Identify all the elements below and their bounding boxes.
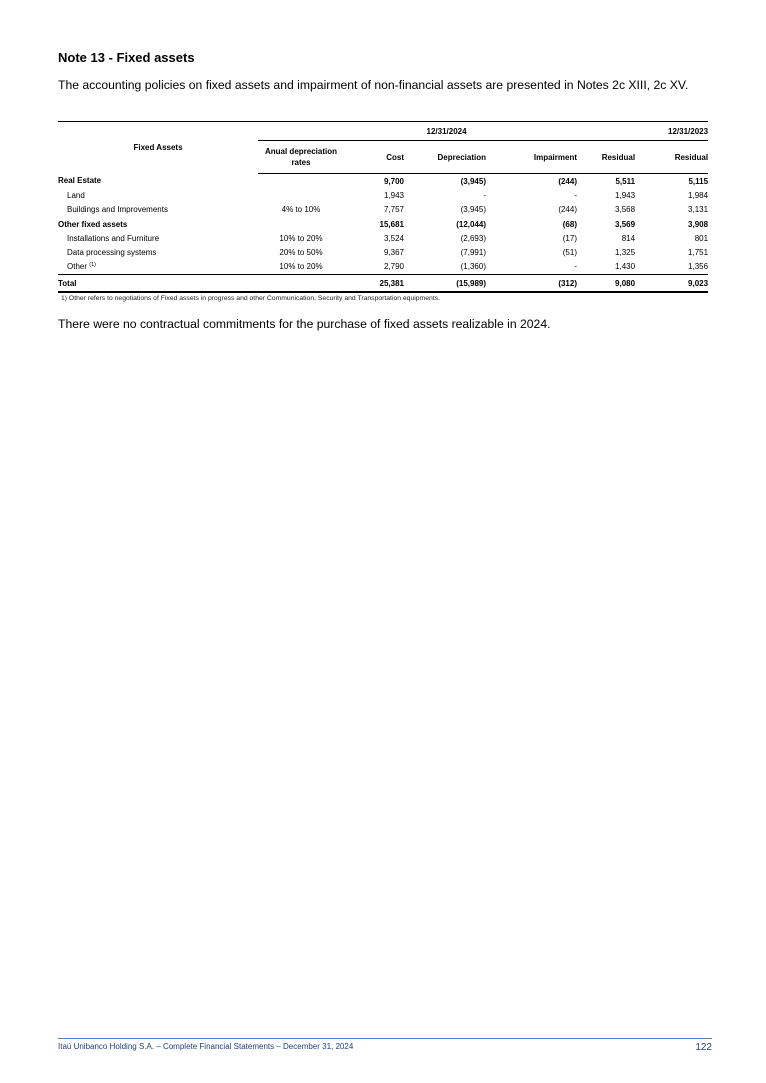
cell-rate: 10% to 20% — [279, 233, 323, 243]
cell-impairment: - — [574, 262, 577, 272]
cell-depreciation: (3,945) — [460, 176, 486, 186]
table-row-other-fixed-assets — [58, 217, 708, 231]
cell-residual-2024: 1,430 — [615, 262, 636, 272]
cell-impairment: (312) — [486, 275, 577, 293]
cell-impairment: (244) — [558, 176, 577, 186]
table-row-data-processing — [58, 245, 708, 259]
row-label: Installations and Furniture — [67, 233, 160, 243]
footer-divider — [58, 1038, 712, 1039]
cell-residual-2023: 5,115 — [688, 176, 709, 186]
cell-depreciation: (3,945) — [460, 205, 486, 215]
footnote-marker: (1) — [89, 262, 96, 269]
footer-text: Itaú Unibanco Holding S.A. – Complete Financial Statements – December 31, 2024 — [58, 1042, 354, 1051]
row-label: Land — [67, 190, 85, 200]
row-label: Other fixed assets — [58, 219, 128, 229]
cell-rate: 20% to 50% — [279, 248, 323, 258]
cell-residual-2024: 814 — [621, 233, 636, 243]
col-header-residual-2023: Residual — [635, 141, 708, 174]
cell-depreciation: (1,360) — [460, 262, 486, 272]
cell-impairment: (17) — [562, 233, 577, 243]
cell-cost: 15,681 — [379, 219, 404, 229]
cell-residual-2023: 801 — [694, 233, 709, 243]
cell-cost: 9,367 — [383, 248, 404, 258]
cell-residual-2023: 1,356 — [688, 262, 709, 272]
cell-rate: 4% to 10% — [281, 205, 321, 215]
table-row-land — [58, 188, 708, 202]
cell-depreciation: - — [483, 190, 486, 200]
cell-residual-2023: 1,984 — [688, 190, 709, 200]
cell-rate — [258, 275, 344, 293]
table-row-installations — [58, 231, 708, 245]
col-header-cost: Cost — [344, 141, 404, 174]
intro-paragraph: The accounting policies on fixed assets and impairment of non-financial assets are presented in Notes 2c XIII, 2c XV. — [58, 78, 689, 92]
row-label: Other — [67, 262, 88, 272]
col-header-impairment: Impairment — [486, 141, 577, 174]
cell-depreciation: (2,693) — [460, 233, 486, 243]
cell-residual-2024: 1,943 — [615, 190, 636, 200]
cell-cost: 25,381 — [344, 275, 404, 293]
note-title: Note 13 - Fixed assets — [58, 50, 195, 65]
row-label: Real Estate — [58, 176, 102, 186]
cell-residual-2024: 9,080 — [577, 275, 635, 293]
table-row-buildings — [58, 203, 708, 217]
table-row-other — [58, 260, 708, 275]
row-label: Total — [58, 275, 258, 293]
cell-residual-2024: 3,569 — [615, 219, 636, 229]
page-number: 122 — [695, 1042, 712, 1053]
cell-residual-2024: 1,325 — [615, 248, 636, 258]
cell-residual-2023: 3,908 — [688, 219, 709, 229]
cell-cost: 3,524 — [383, 233, 404, 243]
cell-residual-2023: 1,751 — [688, 248, 709, 258]
period-2023-header: 12/31/2023 — [635, 122, 708, 141]
cell-cost: 7,757 — [383, 205, 404, 215]
cell-residual-2023: 9,023 — [635, 275, 708, 293]
row-label: Data processing systems — [67, 248, 157, 258]
cell-cost: 1,943 — [383, 190, 404, 200]
cell-residual-2024: 5,511 — [615, 176, 636, 186]
fixed-assets-table — [58, 121, 708, 293]
cell-cost: 2,790 — [383, 262, 404, 272]
col-header-rates: Anual depreciation rates — [258, 141, 344, 174]
cell-cost: 9,700 — [383, 176, 404, 186]
row-header-label: Fixed Assets — [58, 122, 258, 174]
cell-rate — [258, 188, 344, 202]
row-label-cell — [58, 260, 258, 275]
table-footnote: 1) Other refers to negotiations of Fixed assets in progress and other Communication, Security and Transportation equipments. — [61, 295, 440, 302]
period-2024-header: 12/31/2024 — [258, 122, 635, 141]
cell-impairment: - — [574, 190, 577, 200]
cell-impairment: (68) — [562, 219, 577, 229]
cell-impairment: (51) — [562, 248, 577, 258]
cell-depreciation: (7,991) — [460, 248, 486, 258]
closing-paragraph: There were no contractual commitments for the purchase of fixed assets realizable in 2024. — [58, 317, 551, 331]
cell-depreciation: (15,989) — [404, 275, 486, 293]
table-row-total — [58, 275, 708, 293]
cell-rate: 10% to 20% — [279, 262, 323, 272]
row-label: Buildings and Improvements — [67, 205, 168, 215]
cell-impairment: (244) — [558, 205, 577, 215]
cell-residual-2023: 3,131 — [688, 205, 709, 215]
cell-rate — [258, 174, 344, 189]
col-header-depreciation: Depreciation — [404, 141, 486, 174]
cell-residual-2024: 3,568 — [615, 205, 636, 215]
table-row-real-estate — [58, 174, 708, 189]
col-header-residual-2024: Residual — [577, 141, 635, 174]
cell-depreciation: (12,044) — [456, 219, 486, 229]
cell-rate — [258, 217, 344, 231]
fixed-assets-table-container — [58, 121, 708, 293]
